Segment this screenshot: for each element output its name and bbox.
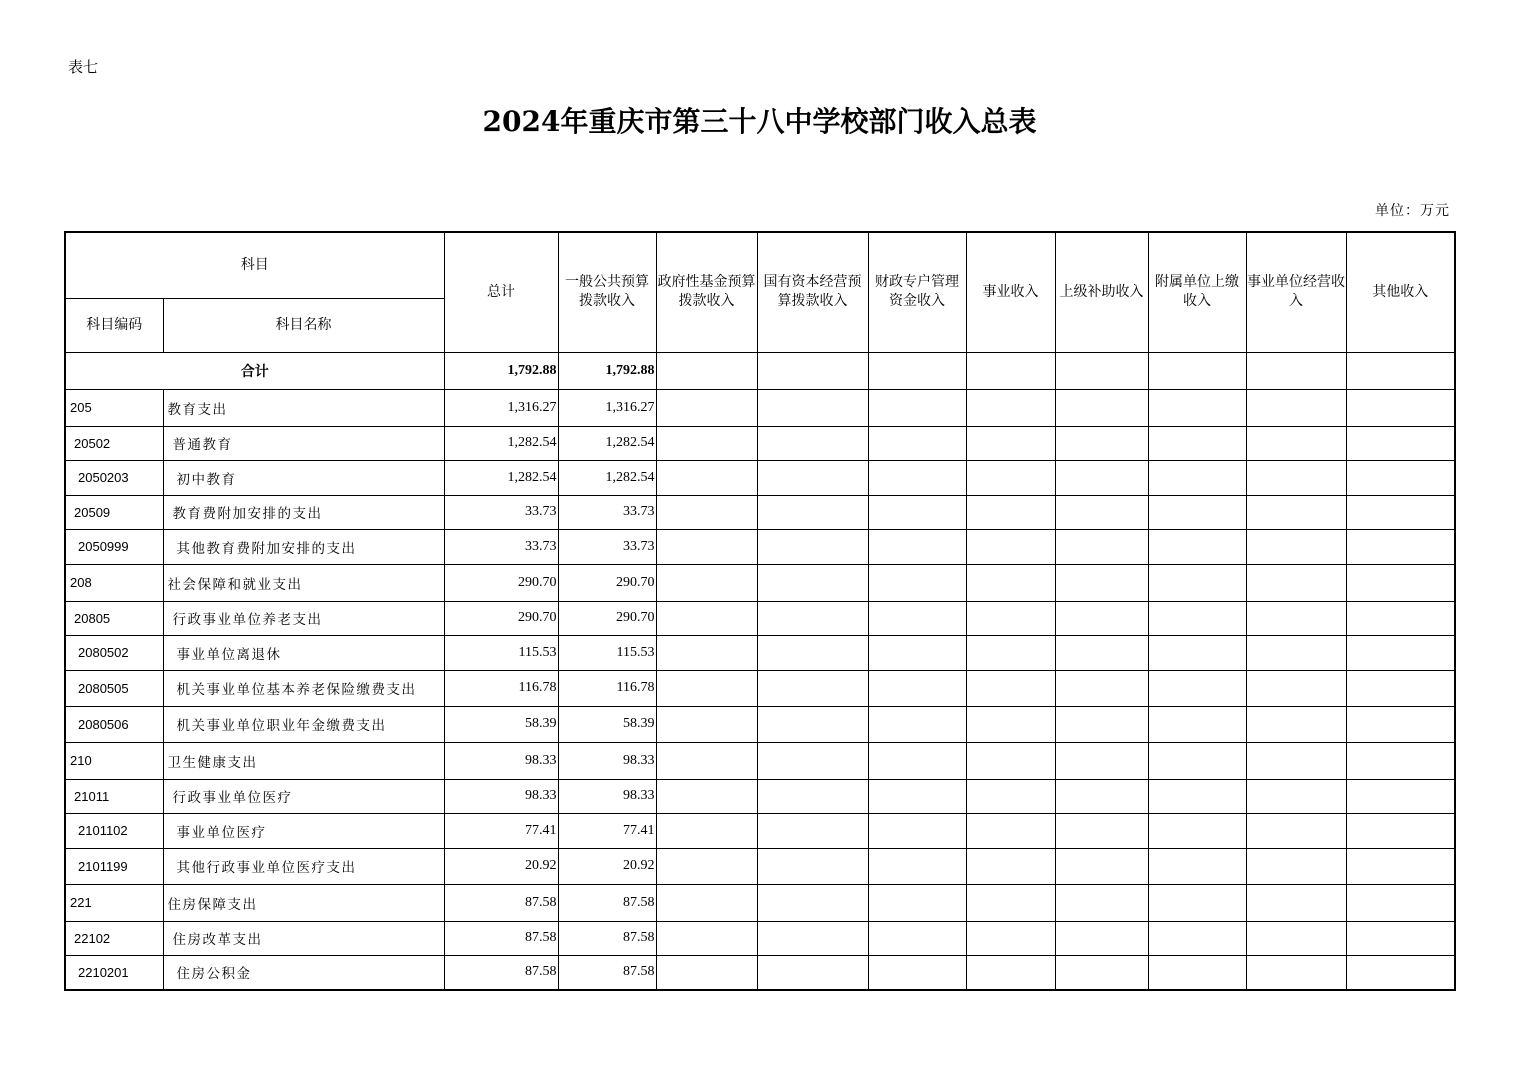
empty-cell: [1055, 921, 1148, 955]
empty-cell: [966, 742, 1055, 779]
empty-cell: [656, 706, 757, 742]
general-budget-cell: 290.70: [558, 564, 656, 601]
empty-cell: [1148, 813, 1246, 848]
general-budget-cell: 33.73: [558, 495, 656, 529]
subject-code-cell: 22102: [65, 921, 163, 955]
empty-cell: [1055, 813, 1148, 848]
empty-cell: [966, 495, 1055, 529]
subject-name-cell: 卫生健康支出: [163, 742, 444, 779]
table-row: [65, 601, 1455, 635]
empty-cell: [1148, 848, 1246, 884]
empty-cell: [656, 742, 757, 779]
empty-cell: [1346, 564, 1455, 601]
subject-code-cell: 20805: [65, 601, 163, 635]
empty-cell: [656, 848, 757, 884]
table-row: [65, 670, 1455, 706]
subject-name-cell: 教育支出: [163, 389, 444, 426]
empty-cell: [868, 635, 966, 670]
total-cell: 33.73: [444, 529, 558, 564]
empty-cell: [656, 670, 757, 706]
general-budget-cell: 98.33: [558, 779, 656, 813]
subject-name-cell: 住房改革支出: [163, 921, 444, 955]
general-budget-cell: 33.73: [558, 529, 656, 564]
empty-cell: [868, 426, 966, 460]
empty-cell: [966, 955, 1055, 990]
table-row: [65, 529, 1455, 564]
empty-cell: [868, 564, 966, 601]
general-budget-cell: 1,316.27: [558, 389, 656, 426]
empty-cell: [757, 884, 868, 921]
general-budget-cell: 290.70: [558, 601, 656, 635]
table-row: [65, 635, 1455, 670]
total-cell: 87.58: [444, 921, 558, 955]
empty-cell: [656, 601, 757, 635]
subject-name-header: 科目名称: [163, 298, 444, 352]
table-row: [65, 495, 1455, 529]
empty-cell: [966, 635, 1055, 670]
empty-cell: [868, 884, 966, 921]
table-row: [65, 779, 1455, 813]
subject-header: 科目: [65, 232, 444, 298]
empty-cell: [1148, 670, 1246, 706]
empty-cell: [1346, 706, 1455, 742]
subject-code-cell: 2050999: [65, 529, 163, 564]
total-header: 总计: [444, 232, 558, 352]
subject-code-cell: 20509: [65, 495, 163, 529]
empty-cell: [1246, 352, 1346, 389]
empty-cell: [868, 460, 966, 495]
empty-cell: [757, 352, 868, 389]
empty-cell: [1346, 601, 1455, 635]
empty-cell: [966, 529, 1055, 564]
empty-cell: [1246, 884, 1346, 921]
subject-name-cell: 住房保障支出: [163, 884, 444, 921]
empty-cell: [868, 352, 966, 389]
subject-code-cell: 221: [65, 884, 163, 921]
empty-cell: [1148, 706, 1246, 742]
empty-cell: [966, 601, 1055, 635]
subject-code-cell: 20502: [65, 426, 163, 460]
table-row: [65, 426, 1455, 460]
empty-cell: [966, 564, 1055, 601]
empty-cell: [966, 389, 1055, 426]
subject-name-cell: 行政事业单位养老支出: [163, 601, 444, 635]
empty-cell: [1055, 955, 1148, 990]
empty-cell: [1346, 495, 1455, 529]
subject-code-cell: 21011: [65, 779, 163, 813]
total-total-cell: 1,792.88: [444, 352, 558, 389]
general-budget-header: 一般公共预算拨款收入: [558, 232, 656, 352]
total-general-budget-cell: 1,792.88: [558, 352, 656, 389]
empty-cell: [757, 848, 868, 884]
empty-cell: [757, 495, 868, 529]
empty-cell: [1148, 352, 1246, 389]
operating-income-header: 事业单位经营收入: [1246, 232, 1346, 352]
empty-cell: [868, 529, 966, 564]
empty-cell: [1346, 742, 1455, 779]
empty-cell: [1055, 706, 1148, 742]
empty-cell: [1148, 921, 1246, 955]
total-cell: 87.58: [444, 884, 558, 921]
empty-cell: [656, 529, 757, 564]
empty-cell: [1246, 564, 1346, 601]
empty-cell: [656, 884, 757, 921]
empty-cell: [966, 921, 1055, 955]
empty-cell: [868, 921, 966, 955]
unit-label: 单位：万元: [1375, 203, 1450, 219]
subject-name-cell: 事业单位医疗: [163, 813, 444, 848]
subject-code-cell: 2080505: [65, 670, 163, 706]
empty-cell: [1346, 921, 1455, 955]
general-budget-cell: 20.92: [558, 848, 656, 884]
empty-cell: [1055, 670, 1148, 706]
other-income-header: 其他收入: [1346, 232, 1455, 352]
table-row: [65, 706, 1455, 742]
empty-cell: [757, 955, 868, 990]
empty-cell: [1346, 460, 1455, 495]
empty-cell: [1346, 635, 1455, 670]
empty-cell: [1246, 848, 1346, 884]
empty-cell: [1346, 955, 1455, 990]
empty-cell: [1246, 601, 1346, 635]
empty-cell: [656, 921, 757, 955]
total-cell: 98.33: [444, 742, 558, 779]
empty-cell: [656, 813, 757, 848]
empty-cell: [868, 495, 966, 529]
empty-cell: [868, 706, 966, 742]
empty-cell: [1346, 848, 1455, 884]
empty-cell: [868, 813, 966, 848]
subject-name-cell: 其他行政事业单位医疗支出: [163, 848, 444, 884]
subject-name-cell: 事业单位离退休: [163, 635, 444, 670]
empty-cell: [868, 389, 966, 426]
empty-cell: [757, 564, 868, 601]
empty-cell: [1346, 779, 1455, 813]
empty-cell: [1346, 884, 1455, 921]
subject-name-cell: 住房公积金: [163, 955, 444, 990]
total-cell: 1,282.54: [444, 460, 558, 495]
subject-name-cell: 行政事业单位医疗: [163, 779, 444, 813]
empty-cell: [1055, 529, 1148, 564]
empty-cell: [1055, 352, 1148, 389]
empty-cell: [1055, 426, 1148, 460]
subject-code-header: 科目编码: [65, 298, 163, 352]
total-row: [65, 352, 1455, 389]
empty-cell: [1346, 529, 1455, 564]
empty-cell: [966, 670, 1055, 706]
empty-cell: [1055, 848, 1148, 884]
total-cell: 77.41: [444, 813, 558, 848]
table-row: [65, 921, 1455, 955]
subject-name-cell: 普通教育: [163, 426, 444, 460]
empty-cell: [1246, 813, 1346, 848]
empty-cell: [1148, 564, 1246, 601]
general-budget-cell: 77.41: [558, 813, 656, 848]
subject-name-cell: 机关事业单位职业年金缴费支出: [163, 706, 444, 742]
empty-cell: [1148, 884, 1246, 921]
empty-cell: [656, 564, 757, 601]
empty-cell: [1246, 921, 1346, 955]
table-row: [65, 813, 1455, 848]
empty-cell: [1148, 495, 1246, 529]
empty-cell: [1346, 389, 1455, 426]
empty-cell: [757, 742, 868, 779]
general-budget-cell: 87.58: [558, 955, 656, 990]
general-budget-cell: 115.53: [558, 635, 656, 670]
subject-code-cell: 2080506: [65, 706, 163, 742]
empty-cell: [966, 426, 1055, 460]
table-row: [65, 389, 1455, 426]
subject-code-cell: 2210201: [65, 955, 163, 990]
empty-cell: [1148, 742, 1246, 779]
state-capital-header: 国有资本经营预算拨款收入: [757, 232, 868, 352]
empty-cell: [656, 955, 757, 990]
empty-cell: [966, 352, 1055, 389]
empty-cell: [1055, 495, 1148, 529]
empty-cell: [1148, 779, 1246, 813]
empty-cell: [1246, 529, 1346, 564]
empty-cell: [1246, 426, 1346, 460]
empty-cell: [757, 635, 868, 670]
subject-name-cell: 初中教育: [163, 460, 444, 495]
empty-cell: [1148, 529, 1246, 564]
empty-cell: [757, 529, 868, 564]
table-number-label: 表七: [68, 58, 99, 76]
empty-cell: [1148, 635, 1246, 670]
empty-cell: [1055, 564, 1148, 601]
empty-cell: [1246, 955, 1346, 990]
general-budget-cell: 58.39: [558, 706, 656, 742]
empty-cell: [1246, 495, 1346, 529]
empty-cell: [656, 352, 757, 389]
general-budget-cell: 98.33: [558, 742, 656, 779]
empty-cell: [757, 601, 868, 635]
subject-name-cell: 机关事业单位基本养老保险缴费支出: [163, 670, 444, 706]
table-row: [65, 955, 1455, 990]
empty-cell: [1246, 670, 1346, 706]
empty-cell: [1055, 635, 1148, 670]
page-title: 2024年重庆市第三十八中学校部门收入总表: [482, 105, 1037, 138]
total-cell: 58.39: [444, 706, 558, 742]
total-cell: 115.53: [444, 635, 558, 670]
empty-cell: [656, 460, 757, 495]
empty-cell: [868, 742, 966, 779]
business-income-header: 事业收入: [966, 232, 1055, 352]
empty-cell: [868, 670, 966, 706]
empty-cell: [1148, 601, 1246, 635]
empty-cell: [1246, 742, 1346, 779]
empty-cell: [1246, 635, 1346, 670]
empty-cell: [966, 813, 1055, 848]
subject-name-cell: 其他教育费附加安排的支出: [163, 529, 444, 564]
empty-cell: [1055, 389, 1148, 426]
empty-cell: [656, 495, 757, 529]
empty-cell: [868, 779, 966, 813]
empty-cell: [757, 389, 868, 426]
general-budget-cell: 1,282.54: [558, 460, 656, 495]
empty-cell: [1055, 884, 1148, 921]
subject-name-cell: 社会保障和就业支出: [163, 564, 444, 601]
empty-cell: [757, 813, 868, 848]
total-cell: 33.73: [444, 495, 558, 529]
empty-cell: [656, 389, 757, 426]
empty-cell: [757, 921, 868, 955]
empty-cell: [1246, 706, 1346, 742]
general-budget-cell: 87.58: [558, 921, 656, 955]
empty-cell: [1346, 426, 1455, 460]
total-cell: 87.58: [444, 955, 558, 990]
table-row: [65, 564, 1455, 601]
table-row: [65, 884, 1455, 921]
empty-cell: [656, 426, 757, 460]
total-cell: 290.70: [444, 601, 558, 635]
empty-cell: [1055, 601, 1148, 635]
total-cell: 290.70: [444, 564, 558, 601]
empty-cell: [757, 426, 868, 460]
subject-code-cell: 2101102: [65, 813, 163, 848]
income-summary-table: [64, 231, 1456, 991]
superior-subsidy-header: 上级补助收入: [1055, 232, 1148, 352]
empty-cell: [757, 706, 868, 742]
empty-cell: [1148, 955, 1246, 990]
empty-cell: [1246, 389, 1346, 426]
total-cell: 98.33: [444, 779, 558, 813]
empty-cell: [1346, 813, 1455, 848]
empty-cell: [1148, 460, 1246, 495]
empty-cell: [1246, 779, 1346, 813]
empty-cell: [966, 848, 1055, 884]
empty-cell: [656, 635, 757, 670]
total-label: 合计: [65, 352, 444, 389]
subject-code-cell: 210: [65, 742, 163, 779]
subject-name-cell: 教育费附加安排的支出: [163, 495, 444, 529]
subject-code-cell: 2101199: [65, 848, 163, 884]
subject-code-cell: 2050203: [65, 460, 163, 495]
general-budget-cell: 1,282.54: [558, 426, 656, 460]
subject-code-cell: 205: [65, 389, 163, 426]
subject-code-cell: 208: [65, 564, 163, 601]
table-row: [65, 460, 1455, 495]
empty-cell: [966, 460, 1055, 495]
empty-cell: [1148, 426, 1246, 460]
empty-cell: [868, 848, 966, 884]
empty-cell: [1055, 779, 1148, 813]
empty-cell: [868, 601, 966, 635]
empty-cell: [1055, 742, 1148, 779]
empty-cell: [656, 779, 757, 813]
empty-cell: [1346, 670, 1455, 706]
general-budget-cell: 116.78: [558, 670, 656, 706]
empty-cell: [1148, 389, 1246, 426]
empty-cell: [1055, 460, 1148, 495]
empty-cell: [1346, 352, 1455, 389]
subject-code-cell: 2080502: [65, 635, 163, 670]
affiliated-payment-header: 附属单位上缴收入: [1148, 232, 1246, 352]
empty-cell: [868, 955, 966, 990]
empty-cell: [757, 460, 868, 495]
empty-cell: [966, 779, 1055, 813]
total-cell: 1,316.27: [444, 389, 558, 426]
general-budget-cell: 87.58: [558, 884, 656, 921]
total-cell: 20.92: [444, 848, 558, 884]
gov-fund-header: 政府性基金预算拨款收入: [656, 232, 757, 352]
empty-cell: [757, 670, 868, 706]
empty-cell: [1246, 460, 1346, 495]
empty-cell: [757, 779, 868, 813]
empty-cell: [966, 884, 1055, 921]
total-cell: 116.78: [444, 670, 558, 706]
table-row: [65, 742, 1455, 779]
table-row: [65, 848, 1455, 884]
empty-cell: [966, 706, 1055, 742]
fiscal-special-header: 财政专户管理资金收入: [868, 232, 966, 352]
total-cell: 1,282.54: [444, 426, 558, 460]
